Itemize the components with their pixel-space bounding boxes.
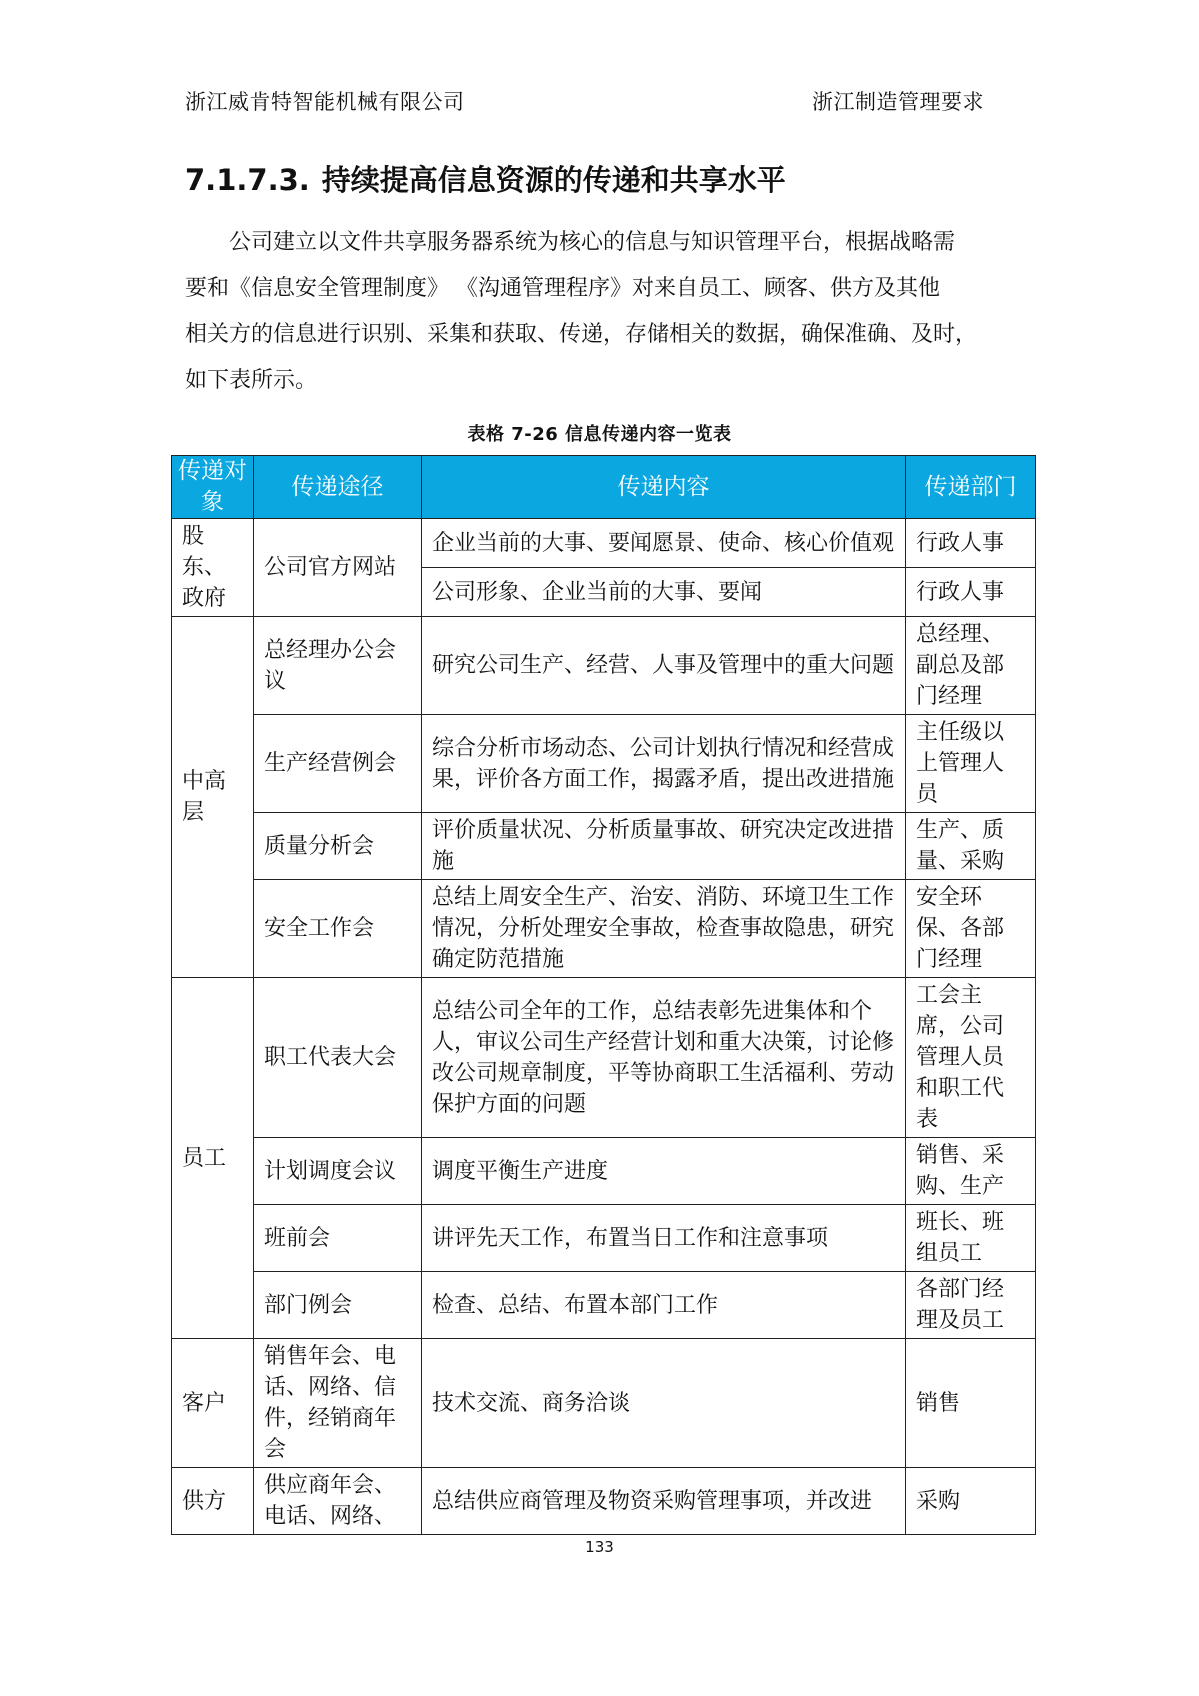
content-cell: 总结公司全年的工作，总结表彰先进集体和个人，审议公司生产经营计划和重大决策，讨论修改公司规章制度，平等协商职工生活福利、劳动保护方面的问题: [422, 978, 906, 1138]
target-cell: 供方: [172, 1468, 254, 1535]
dept-cell: 工会主席，公司管理人员和职工代表: [906, 978, 1036, 1138]
table-header-row: [172, 456, 1036, 519]
dept-cell: 行政人事: [906, 568, 1036, 617]
target-cell: 股东、政府: [172, 519, 254, 617]
content-cell: 评价质量状况、分析质量事故、研究决定改进措施: [422, 813, 906, 880]
channel-cell: 部门例会: [254, 1272, 422, 1339]
content-cell: 检查、总结、布置本部门工作: [422, 1272, 906, 1339]
header-document: 浙江制造管理要求: [812, 90, 984, 114]
paragraph-line: 如下表所示。: [185, 368, 318, 393]
paragraph-line: 公司建立以文件共享服务器系统为核心的信息与知识管理平台，根据战略需: [229, 230, 956, 255]
table-row: [172, 1468, 1036, 1535]
content-cell: 公司形象、企业当前的大事、要闻: [422, 568, 906, 617]
page-number: 133: [585, 1538, 614, 1556]
target-cell: 员工: [172, 978, 254, 1339]
content-cell: 调度平衡生产进度: [422, 1138, 906, 1205]
channel-cell: 生产经营例会: [254, 715, 422, 813]
dept-cell: 生产、质量、采购: [906, 813, 1036, 880]
dept-cell: 安全环保、各部门经理: [906, 880, 1036, 978]
content-cell: 总结上周安全生产、治安、消防、环境卫生工作情况，分析处理安全事故，检查事故隐患，研究确定防范措施: [422, 880, 906, 978]
channel-cell: 安全工作会: [254, 880, 422, 978]
channel-cell: 销售年会、电话、网络、信件，经销商年会: [254, 1339, 422, 1468]
channel-cell: 计划调度会议: [254, 1138, 422, 1205]
paragraph-line: 要和《信息安全管理制度》 《沟通管理程序》对来自员工、顾客、供方及其他: [185, 276, 940, 301]
table-row: [172, 617, 1036, 715]
table-row: [172, 978, 1036, 1138]
dept-cell: 主任级以上管理人员: [906, 715, 1036, 813]
dept-cell: 班长、班组员工: [906, 1205, 1036, 1272]
target-cell: 客户: [172, 1339, 254, 1468]
section-heading: 持续提高信息资源的传递和共享水平: [321, 163, 786, 197]
table-row: [172, 1205, 1036, 1272]
dept-cell: 各部门经理及员工: [906, 1272, 1036, 1339]
table-row: [172, 880, 1036, 978]
channel-cell: 质量分析会: [254, 813, 422, 880]
content-cell: 讲评先天工作，布置当日工作和注意事项: [422, 1205, 906, 1272]
content-cell: 企业当前的大事、要闻愿景、使命、核心价值观: [422, 519, 906, 568]
table-row: [172, 1138, 1036, 1205]
content-cell: 综合分析市场动态、公司计划执行情况和经营成果，评价各方面工作，揭露矛盾，提出改进措施: [422, 715, 906, 813]
section-number: 7.1.7.3.: [185, 163, 310, 197]
column-header-content: 传递内容: [422, 456, 906, 519]
table-row: [172, 813, 1036, 880]
dept-cell: 采购: [906, 1468, 1036, 1535]
dept-cell: 行政人事: [906, 519, 1036, 568]
table-row: [172, 1272, 1036, 1339]
table-row: [172, 519, 1036, 568]
target-cell: 中高层: [172, 617, 254, 978]
content-cell: 总结供应商管理及物资采购管理事项，并改进: [422, 1468, 906, 1535]
column-header-dept: 传递部门: [906, 456, 1036, 519]
channel-cell: 总经理办公会议: [254, 617, 422, 715]
table-row: [172, 715, 1036, 813]
table-caption: 表格 7-26 信息传递内容一览表: [467, 424, 732, 445]
info-table: [171, 455, 1036, 1535]
dept-cell: 销售: [906, 1339, 1036, 1468]
section-title: [185, 158, 786, 199]
channel-cell: 公司官方网站: [254, 519, 422, 617]
header-company: 浙江威肯特智能机械有限公司: [185, 90, 465, 114]
column-header-channel: 传递途径: [254, 456, 422, 519]
body-paragraph: [185, 220, 1030, 404]
channel-cell: 职工代表大会: [254, 978, 422, 1138]
content-cell: 研究公司生产、经营、人事及管理中的重大问题: [422, 617, 906, 715]
channel-cell: 供应商年会、电话、网络、: [254, 1468, 422, 1535]
content-cell: 技术交流、商务洽谈: [422, 1339, 906, 1468]
dept-cell: 总经理、副总及部门经理: [906, 617, 1036, 715]
channel-cell: 班前会: [254, 1205, 422, 1272]
table-row: [172, 1339, 1036, 1468]
paragraph-line: 相关方的信息进行识别、采集和获取、传递，存储相关的数据，确保准确、及时，: [185, 322, 978, 347]
column-header-target: 传递对象: [172, 456, 254, 519]
dept-cell: 销售、采购、生产: [906, 1138, 1036, 1205]
